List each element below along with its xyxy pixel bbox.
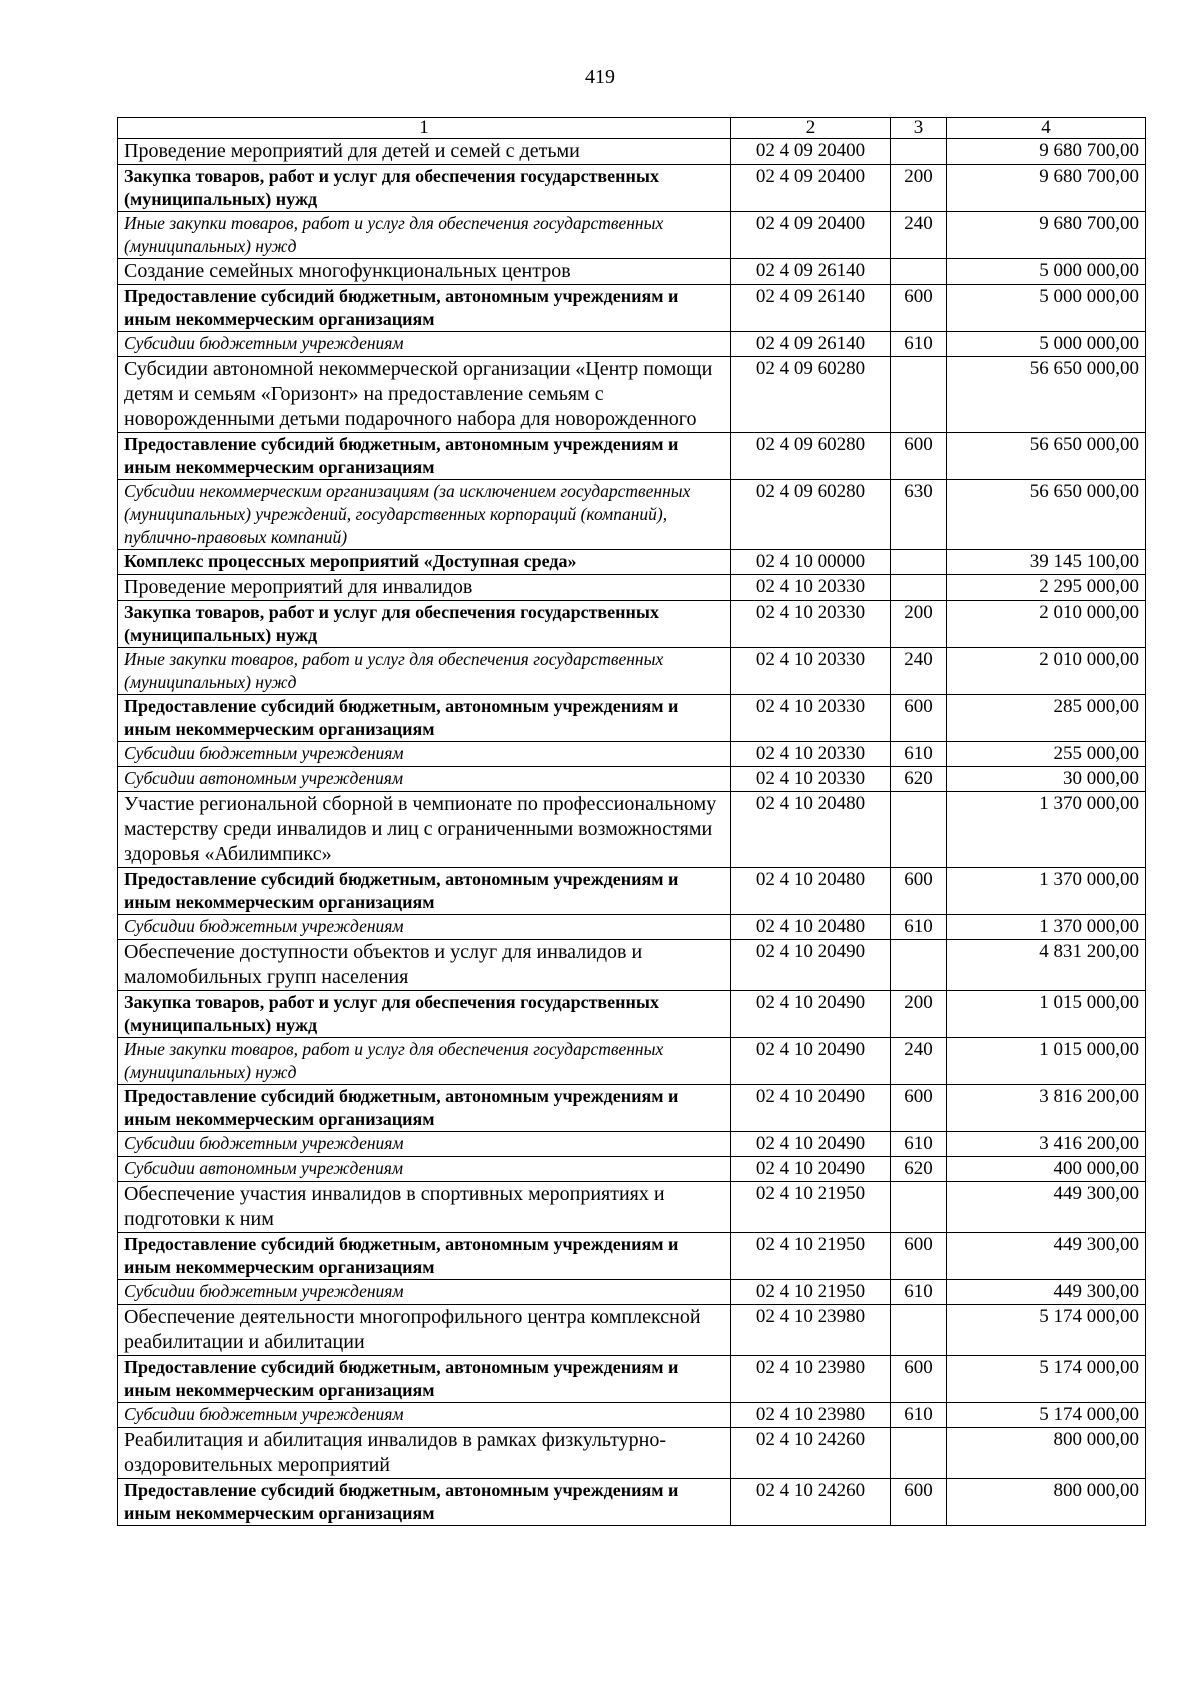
table-row — [118, 1428, 1146, 1479]
row-name-cell: Субсидии бюджетным учреждениям — [118, 1132, 731, 1157]
row-type-cell — [891, 550, 947, 575]
row-type-cell: 610 — [891, 1403, 947, 1428]
row-amount-cell: 449 300,00 — [947, 1233, 1146, 1280]
row-name-cell: Субсидии автономным учреждениям — [118, 767, 731, 792]
column-header-2: 2 — [731, 118, 891, 139]
row-name-cell: Предоставление субсидий бюджетным, автономным учреждениям и иным некоммерческим организациям — [118, 868, 731, 915]
row-amount-cell: 9 680 700,00 — [947, 212, 1146, 259]
row-code-cell: 02 4 10 20480 — [731, 792, 891, 868]
row-type-cell: 600 — [891, 1085, 947, 1132]
row-amount-cell: 800 000,00 — [947, 1479, 1146, 1526]
row-type-cell — [891, 357, 947, 433]
row-amount-cell: 1 370 000,00 — [947, 868, 1146, 915]
row-amount-cell: 2 010 000,00 — [947, 648, 1146, 695]
row-name-cell: Субсидии некоммерческим организациям (за исключением государственных (муниципальных) учреждений, государственных корпораций (компаний), публично-правовых компаний) — [118, 480, 731, 550]
row-amount-cell: 56 650 000,00 — [947, 480, 1146, 550]
row-name-cell: Реабилитация и абилитация инвалидов в рамках физкультурно-оздоровительных мероприятий — [118, 1428, 731, 1479]
row-code-cell: 02 4 10 23980 — [731, 1356, 891, 1403]
row-amount-cell: 4 831 200,00 — [947, 940, 1146, 991]
column-header-1: 1 — [118, 118, 731, 139]
row-type-cell — [891, 792, 947, 868]
row-code-cell: 02 4 10 21950 — [731, 1280, 891, 1305]
table-row — [118, 601, 1146, 648]
row-amount-cell: 9 680 700,00 — [947, 139, 1146, 165]
row-name-cell: Субсидии автономной некоммерческой организации «Центр помощи детям и семьям «Горизонт» на предоставление семьям с новорожденными детьми подарочного набора для новорожденного — [118, 357, 731, 433]
header-row — [118, 118, 1146, 139]
row-name-cell: Субсидии бюджетным учреждениям — [118, 1280, 731, 1305]
row-name-cell: Предоставление субсидий бюджетным, автономным учреждениям и иным некоммерческим организациям — [118, 1233, 731, 1280]
table-row — [118, 212, 1146, 259]
table-row — [118, 433, 1146, 480]
row-name-cell: Проведение мероприятий для инвалидов — [118, 575, 731, 601]
row-amount-cell: 1 015 000,00 — [947, 991, 1146, 1038]
row-type-cell: 240 — [891, 1038, 947, 1085]
table-row — [118, 868, 1146, 915]
row-code-cell: 02 4 10 20330 — [731, 742, 891, 767]
row-name-cell: Создание семейных многофункциональных центров — [118, 259, 731, 285]
row-type-cell: 600 — [891, 285, 947, 332]
table-row — [118, 357, 1146, 433]
row-amount-cell: 9 680 700,00 — [947, 165, 1146, 212]
row-code-cell: 02 4 10 20330 — [731, 648, 891, 695]
row-code-cell: 02 4 09 60280 — [731, 433, 891, 480]
row-amount-cell: 285 000,00 — [947, 695, 1146, 742]
row-type-cell: 610 — [891, 1132, 947, 1157]
row-name-cell: Комплекс процессных мероприятий «Доступная среда» — [118, 550, 731, 575]
row-amount-cell: 5 174 000,00 — [947, 1305, 1146, 1356]
row-name-cell: Закупка товаров, работ и услуг для обеспечения государственных (муниципальных) нужд — [118, 601, 731, 648]
row-name-cell: Иные закупки товаров, работ и услуг для обеспечения государственных (муниципальных) нужд — [118, 212, 731, 259]
table-body — [118, 139, 1146, 1526]
row-name-cell: Субсидии бюджетным учреждениям — [118, 1403, 731, 1428]
row-name-cell: Обеспечение деятельности многопрофильного центра комплексной реабилитации и абилитации — [118, 1305, 731, 1356]
page-number: 419 — [585, 66, 615, 88]
row-code-cell: 02 4 10 20490 — [731, 991, 891, 1038]
table-row — [118, 1479, 1146, 1526]
row-type-cell: 610 — [891, 1280, 947, 1305]
row-amount-cell: 1 370 000,00 — [947, 792, 1146, 868]
row-code-cell: 02 4 10 20480 — [731, 868, 891, 915]
row-amount-cell: 2 295 000,00 — [947, 575, 1146, 601]
row-amount-cell: 5 000 000,00 — [947, 259, 1146, 285]
row-amount-cell: 5 000 000,00 — [947, 285, 1146, 332]
row-name-cell: Предоставление субсидий бюджетным, автономным учреждениям и иным некоммерческим организациям — [118, 1356, 731, 1403]
row-code-cell: 02 4 10 21950 — [731, 1182, 891, 1233]
table-row — [118, 259, 1146, 285]
row-type-cell: 610 — [891, 332, 947, 357]
row-name-cell: Обеспечение участия инвалидов в спортивных мероприятиях и подготовки к ним — [118, 1182, 731, 1233]
row-type-cell — [891, 575, 947, 601]
row-name-cell: Субсидии бюджетным учреждениям — [118, 742, 731, 767]
table-row — [118, 285, 1146, 332]
row-type-cell: 600 — [891, 1479, 947, 1526]
column-header-3: 3 — [891, 118, 947, 139]
row-type-cell: 620 — [891, 767, 947, 792]
row-code-cell: 02 4 09 26140 — [731, 332, 891, 357]
row-type-cell — [891, 1182, 947, 1233]
row-name-cell: Предоставление субсидий бюджетным, автономным учреждениям и иным некоммерческим организациям — [118, 695, 731, 742]
row-type-cell: 600 — [891, 1233, 947, 1280]
table-row — [118, 742, 1146, 767]
row-type-cell: 240 — [891, 212, 947, 259]
table-row — [118, 139, 1146, 165]
row-code-cell: 02 4 09 26140 — [731, 259, 891, 285]
row-name-cell: Предоставление субсидий бюджетным, автономным учреждениям и иным некоммерческим организациям — [118, 433, 731, 480]
table-row — [118, 1280, 1146, 1305]
table-row — [118, 575, 1146, 601]
row-type-cell — [891, 940, 947, 991]
row-code-cell: 02 4 10 24260 — [731, 1428, 891, 1479]
row-amount-cell: 449 300,00 — [947, 1182, 1146, 1233]
row-amount-cell: 1 015 000,00 — [947, 1038, 1146, 1085]
row-code-cell: 02 4 09 60280 — [731, 480, 891, 550]
row-code-cell: 02 4 10 23980 — [731, 1403, 891, 1428]
row-name-cell: Субсидии бюджетным учреждениям — [118, 915, 731, 940]
row-amount-cell: 2 010 000,00 — [947, 601, 1146, 648]
row-amount-cell: 56 650 000,00 — [947, 357, 1146, 433]
row-code-cell: 02 4 10 23980 — [731, 1305, 891, 1356]
row-type-cell — [891, 1428, 947, 1479]
row-code-cell: 02 4 09 20400 — [731, 139, 891, 165]
row-code-cell: 02 4 09 60280 — [731, 357, 891, 433]
row-name-cell: Предоставление субсидий бюджетным, автономным учреждениям и иным некоммерческим организациям — [118, 285, 731, 332]
row-code-cell: 02 4 10 20490 — [731, 940, 891, 991]
row-type-cell: 610 — [891, 742, 947, 767]
row-type-cell: 200 — [891, 165, 947, 212]
row-name-cell: Закупка товаров, работ и услуг для обеспечения государственных (муниципальных) нужд — [118, 991, 731, 1038]
row-type-cell — [891, 1305, 947, 1356]
row-type-cell: 620 — [891, 1157, 947, 1182]
row-name-cell: Закупка товаров, работ и услуг для обеспечения государственных (муниципальных) нужд — [118, 165, 731, 212]
row-amount-cell: 30 000,00 — [947, 767, 1146, 792]
row-name-cell: Предоставление субсидий бюджетным, автономным учреждениям и иным некоммерческим организациям — [118, 1085, 731, 1132]
table-row — [118, 1182, 1146, 1233]
row-code-cell: 02 4 10 21950 — [731, 1233, 891, 1280]
row-code-cell: 02 4 10 20330 — [731, 767, 891, 792]
table-row — [118, 480, 1146, 550]
row-name-cell: Предоставление субсидий бюджетным, автономным учреждениям и иным некоммерческим организациям — [118, 1479, 731, 1526]
row-code-cell: 02 4 10 20480 — [731, 915, 891, 940]
row-name-cell: Субсидии автономным учреждениям — [118, 1157, 731, 1182]
row-type-cell: 610 — [891, 915, 947, 940]
row-type-cell: 200 — [891, 991, 947, 1038]
table-row — [118, 1233, 1146, 1280]
row-type-cell: 630 — [891, 480, 947, 550]
row-type-cell: 200 — [891, 601, 947, 648]
table-row — [118, 1085, 1146, 1132]
row-amount-cell: 5 000 000,00 — [947, 332, 1146, 357]
row-type-cell — [891, 259, 947, 285]
table-header — [118, 118, 1146, 139]
table-row — [118, 915, 1146, 940]
row-code-cell: 02 4 10 20330 — [731, 695, 891, 742]
row-code-cell: 02 4 09 26140 — [731, 285, 891, 332]
row-name-cell: Субсидии бюджетным учреждениям — [118, 332, 731, 357]
table-row — [118, 767, 1146, 792]
table-row — [118, 940, 1146, 991]
row-amount-cell: 39 145 100,00 — [947, 550, 1146, 575]
table-row — [118, 792, 1146, 868]
table-row — [118, 1132, 1146, 1157]
budget-table — [117, 117, 1146, 1526]
row-name-cell: Иные закупки товаров, работ и услуг для обеспечения государственных (муниципальных) нужд — [118, 1038, 731, 1085]
row-name-cell: Проведение мероприятий для детей и семей с детьми — [118, 139, 731, 165]
table-row — [118, 991, 1146, 1038]
row-code-cell: 02 4 10 20330 — [731, 575, 891, 601]
table-row — [118, 1038, 1146, 1085]
row-amount-cell: 3 816 200,00 — [947, 1085, 1146, 1132]
row-code-cell: 02 4 10 20490 — [731, 1132, 891, 1157]
row-code-cell: 02 4 09 20400 — [731, 212, 891, 259]
row-code-cell: 02 4 10 20490 — [731, 1038, 891, 1085]
row-amount-cell: 400 000,00 — [947, 1157, 1146, 1182]
row-type-cell: 600 — [891, 695, 947, 742]
table-row — [118, 1356, 1146, 1403]
table-row — [118, 1305, 1146, 1356]
column-header-4: 4 — [947, 118, 1146, 139]
table-row — [118, 1157, 1146, 1182]
row-amount-cell: 5 174 000,00 — [947, 1356, 1146, 1403]
row-code-cell: 02 4 09 20400 — [731, 165, 891, 212]
row-code-cell: 02 4 10 24260 — [731, 1479, 891, 1526]
row-amount-cell: 449 300,00 — [947, 1280, 1146, 1305]
row-amount-cell: 255 000,00 — [947, 742, 1146, 767]
row-code-cell: 02 4 10 20330 — [731, 601, 891, 648]
row-amount-cell: 3 416 200,00 — [947, 1132, 1146, 1157]
row-type-cell: 600 — [891, 1356, 947, 1403]
table-row — [118, 165, 1146, 212]
row-code-cell: 02 4 10 20490 — [731, 1085, 891, 1132]
row-type-cell — [891, 139, 947, 165]
table-row — [118, 695, 1146, 742]
row-name-cell: Иные закупки товаров, работ и услуг для обеспечения государственных (муниципальных) нужд — [118, 648, 731, 695]
table-row — [118, 1403, 1146, 1428]
row-type-cell: 240 — [891, 648, 947, 695]
row-name-cell: Участие региональной сборной в чемпионате по профессиональному мастерству среди инвалидов и лиц с ограниченными возможностями здоровья «Абилимпикс» — [118, 792, 731, 868]
table-row — [118, 332, 1146, 357]
row-code-cell: 02 4 10 00000 — [731, 550, 891, 575]
row-name-cell: Обеспечение доступности объектов и услуг для инвалидов и маломобильных групп населения — [118, 940, 731, 991]
row-amount-cell: 800 000,00 — [947, 1428, 1146, 1479]
table-row — [118, 648, 1146, 695]
row-amount-cell: 5 174 000,00 — [947, 1403, 1146, 1428]
table-row — [118, 550, 1146, 575]
row-type-cell: 600 — [891, 433, 947, 480]
row-amount-cell: 56 650 000,00 — [947, 433, 1146, 480]
row-amount-cell: 1 370 000,00 — [947, 915, 1146, 940]
row-code-cell: 02 4 10 20490 — [731, 1157, 891, 1182]
row-type-cell: 600 — [891, 868, 947, 915]
